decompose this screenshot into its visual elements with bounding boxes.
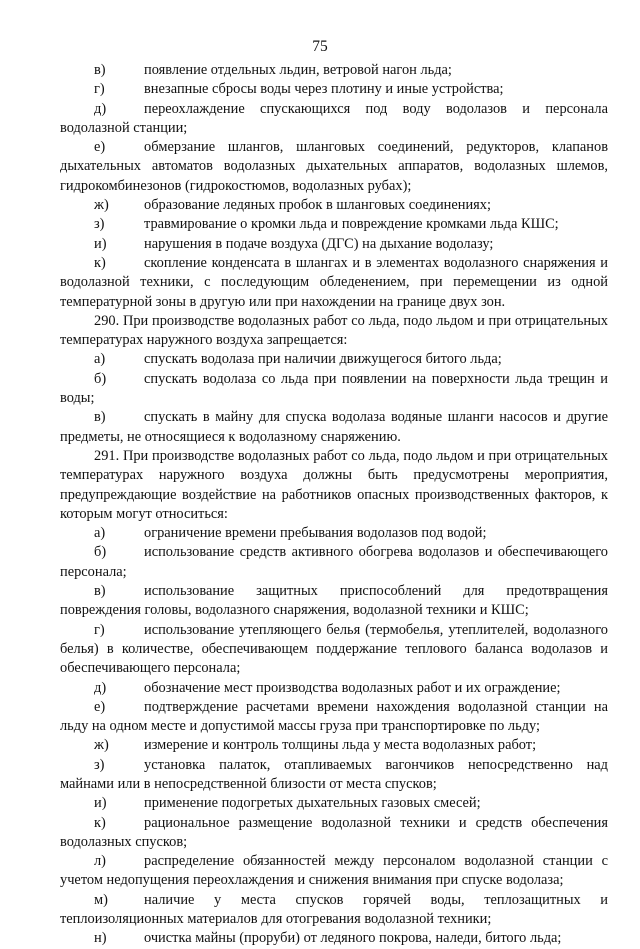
list-item-label: и) bbox=[94, 235, 107, 252]
list-item bbox=[60, 794, 608, 813]
list-item bbox=[60, 100, 608, 139]
list-item-label: з) bbox=[94, 216, 105, 233]
list-item-text: травмирование о кромки льда и повреждение кромками льда КШС; bbox=[144, 216, 559, 233]
list-item bbox=[60, 891, 608, 930]
list-item-label: ж) bbox=[94, 737, 109, 754]
list-item-label: б) bbox=[94, 370, 107, 387]
list-item-label: л) bbox=[94, 853, 106, 870]
list-item-text: подтверждение расчетами времени нахождения водолазной станции на льду на одном месте и допустимой массы груза при транспортировке по льду; bbox=[60, 698, 608, 735]
list-item bbox=[60, 621, 608, 679]
list-item-text: спускать в майну для спуска водолаза водяные шланги насосов и другие предметы, не относящиеся к водолазному снаряжению. bbox=[60, 409, 608, 445]
list-item-text: распределение обязанностей между персоналом водолазной станции с учетом недопущения переохлаждения и снижения внимания при спуске водолаза; bbox=[60, 853, 608, 889]
list-item bbox=[60, 138, 608, 196]
list-item-text: скопление конденсата в шлангах и в элементах водолазного снаряжения и водолазной техники, с последующим обледенением, при перемещении из одной температурной зоны в другую или при нахождении на границе двух зон. bbox=[60, 254, 608, 310]
list-item-text: очистка майны (проруби) от ледяного покрова, наледи, битого льда; bbox=[144, 930, 562, 947]
document-body bbox=[60, 61, 608, 949]
list-item-label: г) bbox=[94, 81, 105, 98]
list-item-label: и) bbox=[94, 795, 107, 812]
list-item bbox=[60, 61, 608, 80]
list-item bbox=[60, 254, 608, 312]
list-item-text: использование защитных приспособлений для предотвращения повреждения головы, водолазного снаряжения, водолазной техники и КШС; bbox=[60, 583, 608, 619]
list-item-label: в) bbox=[94, 583, 106, 600]
list-item-text: внезапные сбросы воды через плотину и иные устройства; bbox=[144, 81, 504, 98]
list-item-text: переохлаждение спускающихся под воду водолазов и персонала водолазной станции; bbox=[60, 100, 608, 136]
list-item-label: д) bbox=[94, 679, 107, 696]
list-item-label: а) bbox=[94, 525, 106, 542]
paragraph: 290. При производстве водолазных работ со льда, подо льдом и при отрицательных температурах наружного воздуха запрещается: bbox=[60, 312, 608, 349]
list-item-text: спускать водолаза при наличии движущегося битого льда; bbox=[144, 351, 502, 368]
list-item-label: д) bbox=[94, 100, 107, 117]
list-item bbox=[60, 929, 608, 948]
list-item bbox=[60, 698, 608, 737]
page-number: 75 bbox=[312, 38, 328, 55]
list-item-text: рациональное размещение водолазной техники и средств обеспечения водолазных спусков; bbox=[60, 814, 608, 850]
list-item-label: е) bbox=[94, 698, 106, 715]
paragraph: 291. При производстве водолазных работ со льда, подо льдом и при отрицательных температурах наружного воздуха должны быть предусмотрены мероприятия, предупреждающие воздействие на работников опасных производственных факторов, к которым могут относиться: bbox=[60, 447, 608, 522]
list-item-text: наличие у места спусков горячей воды, теплозащитных и теплоизоляционных материалов для отогревания водолазной техники; bbox=[60, 891, 608, 928]
list-item-text: установка палаток, отапливаемых вагончиков непосредственно над майнами или в непосредственной близости от места спусков; bbox=[60, 756, 608, 792]
list-item-text: использование средств активного обогрева водолазов и обеспечивающего персонала; bbox=[60, 544, 608, 580]
list-item-label: г) bbox=[94, 621, 105, 638]
list-item bbox=[60, 524, 608, 543]
list-item bbox=[60, 736, 608, 755]
list-item bbox=[60, 408, 608, 447]
list-item bbox=[60, 852, 608, 891]
list-item-text: применение подогретых дыхательных газовых смесей; bbox=[144, 795, 481, 812]
list-item-label: б) bbox=[94, 544, 107, 561]
list-item bbox=[60, 756, 608, 795]
list-item-label: к) bbox=[94, 814, 106, 831]
list-item bbox=[60, 80, 608, 99]
list-item bbox=[60, 543, 608, 582]
list-item-text: измерение и контроль толщины льда у места водолазных работ; bbox=[144, 737, 537, 754]
list-item-text: образование ледяных пробок в шланговых соединениях; bbox=[144, 197, 491, 214]
list-item bbox=[60, 370, 608, 409]
list-item-text: появление отдельных льдин, ветровой нагон льда; bbox=[144, 62, 452, 78]
list-item-label: м) bbox=[94, 891, 108, 908]
list-item-label: а) bbox=[94, 351, 106, 368]
list-item bbox=[60, 814, 608, 853]
list-item-text: обозначение мест производства водолазных работ и их ограждение; bbox=[144, 679, 561, 696]
list-item-text: спускать водолаза со льда при появлении на поверхности льда трещин и воды; bbox=[60, 370, 608, 407]
list-item bbox=[60, 196, 608, 215]
list-item-label: н) bbox=[94, 930, 107, 947]
list-item-label: в) bbox=[94, 62, 106, 78]
list-item bbox=[60, 215, 608, 234]
list-item-text: нарушения в подаче воздуха (ДГС) на дыхание водолазу; bbox=[144, 235, 494, 252]
list-item bbox=[60, 350, 608, 369]
list-item bbox=[60, 235, 608, 254]
list-item-label: ж) bbox=[94, 197, 109, 214]
list-item-text: ограничение времени пребывания водолазов под водой; bbox=[144, 525, 487, 542]
list-item-label: е) bbox=[94, 139, 106, 156]
list-item-label: з) bbox=[94, 756, 105, 773]
list-item bbox=[60, 679, 608, 698]
list-item-text: использование утепляющего белья (термобелья, утеплителей, водолазного белья) в количестве, обеспечивающем поддержание теплового баланса водолазов и обеспечивающего персонала; bbox=[60, 621, 608, 677]
list-item-label: в) bbox=[94, 409, 106, 426]
list-item-label: к) bbox=[94, 254, 106, 271]
list-item-text: обмерзание шлангов, шланговых соединений, редукторов, клапанов дыхательных автоматов водолазных дыхательных аппаратов, водолазных шлемов, гидрокомбинезонов (гидрокостюмов, водолазных рубах); bbox=[60, 139, 608, 194]
list-item bbox=[60, 582, 608, 621]
